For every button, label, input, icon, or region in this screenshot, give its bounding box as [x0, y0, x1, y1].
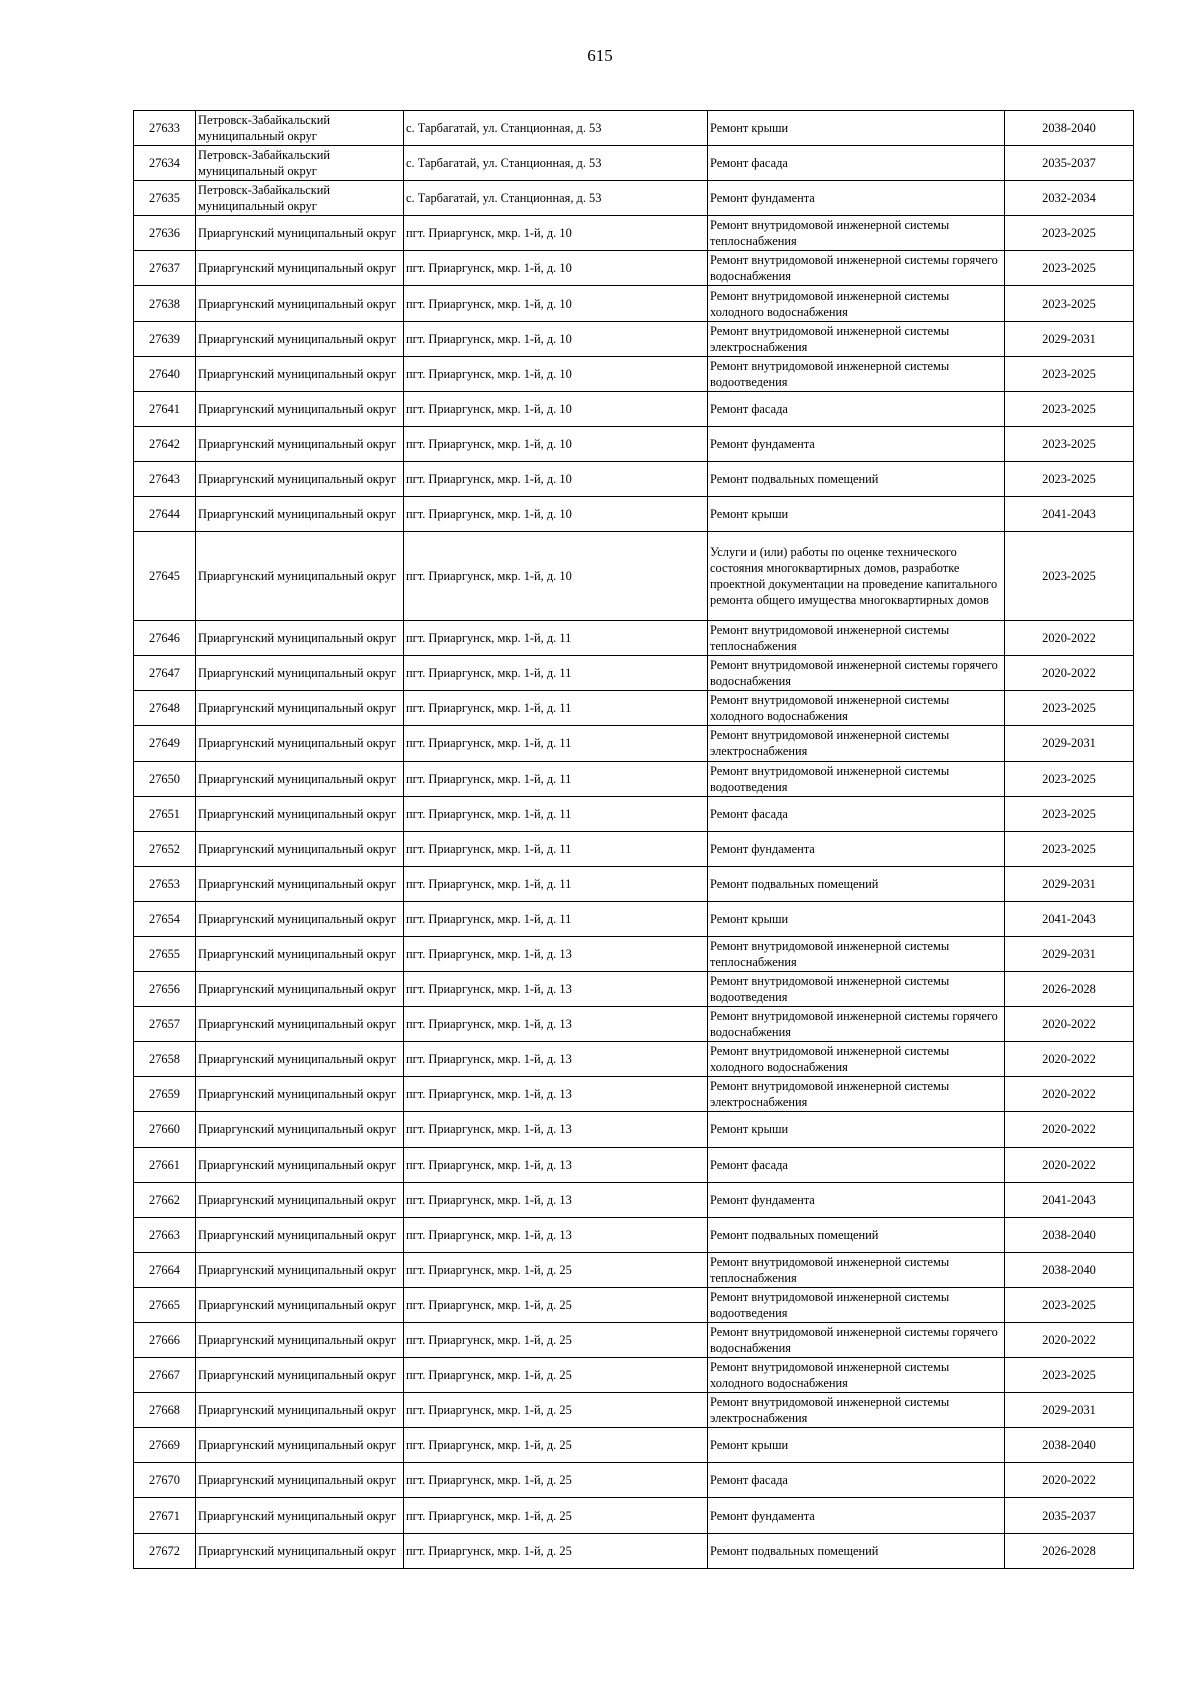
row-number: 27637	[134, 251, 196, 286]
work-type-cell: Ремонт фундамента	[708, 831, 1005, 866]
period-cell: 2023-2025	[1005, 532, 1134, 621]
row-number: 27656	[134, 972, 196, 1007]
work-type-cell: Ремонт внутридомовой инженерной системы электроснабжения	[708, 1077, 1005, 1112]
municipality-cell: Приаргунский муниципальный округ	[196, 831, 404, 866]
address-cell: пгт. Приаргунск, мкр. 1-й, д. 13	[404, 1077, 708, 1112]
row-number: 27649	[134, 726, 196, 761]
period-cell: 2020-2022	[1005, 1042, 1134, 1077]
table-row	[134, 1112, 1134, 1147]
work-type-cell: Ремонт крыши	[708, 901, 1005, 936]
work-type-cell: Ремонт фасада	[708, 1147, 1005, 1182]
work-type-cell: Ремонт крыши	[708, 497, 1005, 532]
work-type-cell: Ремонт внутридомовой инженерной системы водоотведения	[708, 1287, 1005, 1322]
municipality-cell: Приаргунский муниципальный округ	[196, 796, 404, 831]
municipality-cell: Приаргунский муниципальный округ	[196, 1112, 404, 1147]
address-cell: пгт. Приаргунск, мкр. 1-й, д. 11	[404, 656, 708, 691]
period-cell: 2023-2025	[1005, 1287, 1134, 1322]
address-cell: пгт. Приаргунск, мкр. 1-й, д. 25	[404, 1323, 708, 1358]
municipality-cell: Приаргунский муниципальный округ	[196, 426, 404, 461]
address-cell: пгт. Приаргунск, мкр. 1-й, д. 10	[404, 461, 708, 496]
municipality-cell: Приаргунский муниципальный округ	[196, 1393, 404, 1428]
address-cell: пгт. Приаргунск, мкр. 1-й, д. 10	[404, 356, 708, 391]
table-row	[134, 532, 1134, 621]
municipality-cell: Приаргунский муниципальный округ	[196, 321, 404, 356]
table-row	[134, 1358, 1134, 1393]
period-cell: 2041-2043	[1005, 497, 1134, 532]
table-row	[134, 726, 1134, 761]
address-cell: пгт. Приаргунск, мкр. 1-й, д. 11	[404, 621, 708, 656]
work-type-cell: Ремонт внутридомовой инженерной системы теплоснабжения	[708, 621, 1005, 656]
address-cell: с. Тарбагатай, ул. Станционная, д. 53	[404, 146, 708, 181]
period-cell: 2038-2040	[1005, 1252, 1134, 1287]
period-cell: 2029-2031	[1005, 936, 1134, 971]
row-number: 27672	[134, 1533, 196, 1568]
work-type-cell: Ремонт внутридомовой инженерной системы водоотведения	[708, 356, 1005, 391]
table-row	[134, 1217, 1134, 1252]
work-type-cell: Ремонт внутридомовой инженерной системы горячего водоснабжения	[708, 656, 1005, 691]
address-cell: пгт. Приаргунск, мкр. 1-й, д. 10	[404, 251, 708, 286]
work-type-cell: Ремонт внутридомовой инженерной системы электроснабжения	[708, 321, 1005, 356]
work-type-cell: Ремонт крыши	[708, 1428, 1005, 1463]
table-row	[134, 356, 1134, 391]
page-number: 615	[587, 46, 613, 65]
work-type-cell: Ремонт крыши	[708, 111, 1005, 146]
period-cell: 2041-2043	[1005, 901, 1134, 936]
address-cell: пгт. Приаргунск, мкр. 1-й, д. 25	[404, 1533, 708, 1568]
period-cell: 2023-2025	[1005, 691, 1134, 726]
municipality-cell: Приаргунский муниципальный округ	[196, 1323, 404, 1358]
row-number: 27633	[134, 111, 196, 146]
work-type-cell: Ремонт внутридомовой инженерной системы теплоснабжения	[708, 1252, 1005, 1287]
address-cell: пгт. Приаргунск, мкр. 1-й, д. 25	[404, 1287, 708, 1322]
row-number: 27654	[134, 901, 196, 936]
municipality-cell: Приаргунский муниципальный округ	[196, 761, 404, 796]
address-cell: пгт. Приаргунск, мкр. 1-й, д. 10	[404, 391, 708, 426]
work-type-cell: Ремонт подвальных помещений	[708, 1217, 1005, 1252]
table-row	[134, 146, 1134, 181]
work-type-cell: Ремонт внутридомовой инженерной системы горячего водоснабжения	[708, 1323, 1005, 1358]
table-row	[134, 691, 1134, 726]
row-number: 27663	[134, 1217, 196, 1252]
address-cell: пгт. Приаргунск, мкр. 1-й, д. 11	[404, 901, 708, 936]
table-row	[134, 1393, 1134, 1428]
work-type-cell: Ремонт внутридомовой инженерной системы теплоснабжения	[708, 216, 1005, 251]
work-type-cell: Ремонт подвальных помещений	[708, 461, 1005, 496]
row-number: 27668	[134, 1393, 196, 1428]
table-row	[134, 621, 1134, 656]
work-type-cell: Ремонт фасада	[708, 796, 1005, 831]
municipality-cell: Приаргунский муниципальный округ	[196, 1498, 404, 1533]
address-cell: пгт. Приаргунск, мкр. 1-й, д. 10	[404, 321, 708, 356]
row-number: 27643	[134, 461, 196, 496]
address-cell: пгт. Приаргунск, мкр. 1-й, д. 11	[404, 831, 708, 866]
period-cell: 2020-2022	[1005, 621, 1134, 656]
period-cell: 2038-2040	[1005, 111, 1134, 146]
row-number: 27650	[134, 761, 196, 796]
address-cell: пгт. Приаргунск, мкр. 1-й, д. 10	[404, 532, 708, 621]
municipality-cell: Приаргунский муниципальный округ	[196, 532, 404, 621]
period-cell: 2041-2043	[1005, 1182, 1134, 1217]
municipality-cell: Приаргунский муниципальный округ	[196, 936, 404, 971]
municipality-cell: Петровск-Забайкальский муниципальный округ	[196, 111, 404, 146]
period-cell: 2023-2025	[1005, 761, 1134, 796]
table-row	[134, 936, 1134, 971]
row-number: 27670	[134, 1463, 196, 1498]
municipality-cell: Приаргунский муниципальный округ	[196, 251, 404, 286]
repair-schedule-table	[133, 110, 1134, 1569]
work-type-cell: Ремонт внутридомовой инженерной системы электроснабжения	[708, 1393, 1005, 1428]
table-row	[134, 866, 1134, 901]
table-row	[134, 1498, 1134, 1533]
table-row	[134, 1323, 1134, 1358]
work-type-cell: Ремонт фундамента	[708, 181, 1005, 216]
row-number: 27669	[134, 1428, 196, 1463]
address-cell: пгт. Приаргунск, мкр. 1-й, д. 13	[404, 972, 708, 1007]
municipality-cell: Приаргунский муниципальный округ	[196, 1428, 404, 1463]
period-cell: 2020-2022	[1005, 1147, 1134, 1182]
municipality-cell: Приаргунский муниципальный округ	[196, 497, 404, 532]
work-type-cell: Ремонт подвальных помещений	[708, 866, 1005, 901]
period-cell: 2020-2022	[1005, 1463, 1134, 1498]
address-cell: пгт. Приаргунск, мкр. 1-й, д. 11	[404, 726, 708, 761]
table-row	[134, 1042, 1134, 1077]
work-type-cell: Ремонт фасада	[708, 146, 1005, 181]
period-cell: 2020-2022	[1005, 1077, 1134, 1112]
municipality-cell: Приаргунский муниципальный округ	[196, 691, 404, 726]
table-row	[134, 901, 1134, 936]
address-cell: с. Тарбагатай, ул. Станционная, д. 53	[404, 111, 708, 146]
period-cell: 2023-2025	[1005, 391, 1134, 426]
work-type-cell: Ремонт фасада	[708, 391, 1005, 426]
row-number: 27660	[134, 1112, 196, 1147]
table-row	[134, 796, 1134, 831]
work-type-cell: Ремонт подвальных помещений	[708, 1533, 1005, 1568]
work-type-cell: Ремонт фасада	[708, 1463, 1005, 1498]
table-body	[134, 111, 1134, 1569]
table-row	[134, 181, 1134, 216]
row-number: 27666	[134, 1323, 196, 1358]
period-cell: 2020-2022	[1005, 1007, 1134, 1042]
period-cell: 2023-2025	[1005, 286, 1134, 321]
period-cell: 2029-2031	[1005, 321, 1134, 356]
work-type-cell: Ремонт внутридомовой инженерной системы горячего водоснабжения	[708, 1007, 1005, 1042]
address-cell: пгт. Приаргунск, мкр. 1-й, д. 11	[404, 761, 708, 796]
address-cell: пгт. Приаргунск, мкр. 1-й, д. 10	[404, 286, 708, 321]
table-row	[134, 831, 1134, 866]
row-number: 27661	[134, 1147, 196, 1182]
table-row	[134, 972, 1134, 1007]
row-number: 27641	[134, 391, 196, 426]
row-number: 27642	[134, 426, 196, 461]
table-row	[134, 497, 1134, 532]
table-row	[134, 1287, 1134, 1322]
municipality-cell: Приаргунский муниципальный округ	[196, 1463, 404, 1498]
row-number: 27657	[134, 1007, 196, 1042]
row-number: 27644	[134, 497, 196, 532]
table-row	[134, 1252, 1134, 1287]
period-cell: 2023-2025	[1005, 356, 1134, 391]
address-cell: пгт. Приаргунск, мкр. 1-й, д. 11	[404, 796, 708, 831]
period-cell: 2023-2025	[1005, 251, 1134, 286]
municipality-cell: Приаргунский муниципальный округ	[196, 972, 404, 1007]
period-cell: 2038-2040	[1005, 1217, 1134, 1252]
period-cell: 2035-2037	[1005, 146, 1134, 181]
row-number: 27651	[134, 796, 196, 831]
table-row	[134, 216, 1134, 251]
municipality-cell: Приаргунский муниципальный округ	[196, 866, 404, 901]
row-number: 27646	[134, 621, 196, 656]
address-cell: пгт. Приаргунск, мкр. 1-й, д. 10	[404, 426, 708, 461]
row-number: 27653	[134, 866, 196, 901]
row-number: 27659	[134, 1077, 196, 1112]
municipality-cell: Приаргунский муниципальный округ	[196, 286, 404, 321]
address-cell: пгт. Приаргунск, мкр. 1-й, д. 11	[404, 691, 708, 726]
table-row	[134, 761, 1134, 796]
table-row	[134, 1147, 1134, 1182]
work-type-cell: Ремонт внутридомовой инженерной системы холодного водоснабжения	[708, 286, 1005, 321]
period-cell: 2020-2022	[1005, 656, 1134, 691]
period-cell: 2032-2034	[1005, 181, 1134, 216]
municipality-cell: Приаргунский муниципальный округ	[196, 621, 404, 656]
address-cell: с. Тарбагатай, ул. Станционная, д. 53	[404, 181, 708, 216]
municipality-cell: Приаргунский муниципальный округ	[196, 1217, 404, 1252]
work-type-cell: Ремонт внутридомовой инженерной системы горячего водоснабжения	[708, 251, 1005, 286]
address-cell: пгт. Приаргунск, мкр. 1-й, д. 25	[404, 1428, 708, 1463]
period-cell: 2026-2028	[1005, 972, 1134, 1007]
address-cell: пгт. Приаргунск, мкр. 1-й, д. 11	[404, 866, 708, 901]
work-type-cell: Ремонт фундамента	[708, 426, 1005, 461]
work-type-cell: Ремонт крыши	[708, 1112, 1005, 1147]
municipality-cell: Петровск-Забайкальский муниципальный округ	[196, 146, 404, 181]
row-number: 27639	[134, 321, 196, 356]
address-cell: пгт. Приаргунск, мкр. 1-й, д. 25	[404, 1252, 708, 1287]
work-type-cell: Ремонт фундамента	[708, 1498, 1005, 1533]
municipality-cell: Приаргунский муниципальный округ	[196, 391, 404, 426]
work-type-cell: Ремонт внутридомовой инженерной системы холодного водоснабжения	[708, 691, 1005, 726]
municipality-cell: Приаргунский муниципальный округ	[196, 901, 404, 936]
address-cell: пгт. Приаргунск, мкр. 1-й, д. 13	[404, 1147, 708, 1182]
table-row	[134, 1182, 1134, 1217]
table-row	[134, 1077, 1134, 1112]
period-cell: 2026-2028	[1005, 1533, 1134, 1568]
address-cell: пгт. Приаргунск, мкр. 1-й, д. 25	[404, 1393, 708, 1428]
period-cell: 2038-2040	[1005, 1428, 1134, 1463]
row-number: 27648	[134, 691, 196, 726]
table-row	[134, 251, 1134, 286]
municipality-cell: Приаргунский муниципальный округ	[196, 1182, 404, 1217]
address-cell: пгт. Приаргунск, мкр. 1-й, д. 13	[404, 1182, 708, 1217]
municipality-cell: Приаргунский муниципальный округ	[196, 356, 404, 391]
address-cell: пгт. Приаргунск, мкр. 1-й, д. 13	[404, 1042, 708, 1077]
municipality-cell: Приаргунский муниципальный округ	[196, 656, 404, 691]
table-row	[134, 1428, 1134, 1463]
row-number: 27667	[134, 1358, 196, 1393]
row-number: 27658	[134, 1042, 196, 1077]
municipality-cell: Приаргунский муниципальный округ	[196, 1007, 404, 1042]
row-number: 27655	[134, 936, 196, 971]
work-type-cell: Ремонт внутридомовой инженерной системы холодного водоснабжения	[708, 1358, 1005, 1393]
municipality-cell: Приаргунский муниципальный округ	[196, 1358, 404, 1393]
work-type-cell: Ремонт внутридомовой инженерной системы электроснабжения	[708, 726, 1005, 761]
table-row	[134, 111, 1134, 146]
table-row	[134, 426, 1134, 461]
row-number: 27636	[134, 216, 196, 251]
municipality-cell: Приаргунский муниципальный округ	[196, 1147, 404, 1182]
period-cell: 2020-2022	[1005, 1112, 1134, 1147]
municipality-cell: Приаргунский муниципальный округ	[196, 1287, 404, 1322]
work-type-cell: Ремонт внутридомовой инженерной системы теплоснабжения	[708, 936, 1005, 971]
period-cell: 2023-2025	[1005, 461, 1134, 496]
row-number: 27664	[134, 1252, 196, 1287]
address-cell: пгт. Приаргунск, мкр. 1-й, д. 25	[404, 1463, 708, 1498]
period-cell: 2029-2031	[1005, 866, 1134, 901]
table-row	[134, 656, 1134, 691]
period-cell: 2020-2022	[1005, 1323, 1134, 1358]
work-type-cell: Ремонт внутридомовой инженерной системы водоотведения	[708, 972, 1005, 1007]
row-number: 27662	[134, 1182, 196, 1217]
period-cell: 2023-2025	[1005, 1358, 1134, 1393]
period-cell: 2035-2037	[1005, 1498, 1134, 1533]
period-cell: 2029-2031	[1005, 726, 1134, 761]
row-number: 27671	[134, 1498, 196, 1533]
municipality-cell: Петровск-Забайкальский муниципальный округ	[196, 181, 404, 216]
table-row	[134, 461, 1134, 496]
work-type-cell: Ремонт фундамента	[708, 1182, 1005, 1217]
work-type-cell: Ремонт внутридомовой инженерной системы холодного водоснабжения	[708, 1042, 1005, 1077]
municipality-cell: Приаргунский муниципальный округ	[196, 461, 404, 496]
work-type-cell: Ремонт внутридомовой инженерной системы водоотведения	[708, 761, 1005, 796]
municipality-cell: Приаргунский муниципальный округ	[196, 1533, 404, 1568]
row-number: 27665	[134, 1287, 196, 1322]
period-cell: 2023-2025	[1005, 831, 1134, 866]
work-type-cell: Услуги и (или) работы по оценке технического состояния многоквартирных домов, разработке проектной документации на проведение капитального ремонта общего имущества многоквартирных домов	[708, 532, 1005, 621]
row-number: 27645	[134, 532, 196, 621]
address-cell: пгт. Приаргунск, мкр. 1-й, д. 25	[404, 1358, 708, 1393]
period-cell: 2029-2031	[1005, 1393, 1134, 1428]
municipality-cell: Приаргунский муниципальный округ	[196, 726, 404, 761]
table-row	[134, 1007, 1134, 1042]
municipality-cell: Приаргунский муниципальный округ	[196, 1077, 404, 1112]
table-row	[134, 1533, 1134, 1568]
address-cell: пгт. Приаргунск, мкр. 1-й, д. 10	[404, 216, 708, 251]
municipality-cell: Приаргунский муниципальный округ	[196, 216, 404, 251]
municipality-cell: Приаргунский муниципальный округ	[196, 1042, 404, 1077]
address-cell: пгт. Приаргунск, мкр. 1-й, д. 13	[404, 1217, 708, 1252]
address-cell: пгт. Приаргунск, мкр. 1-й, д. 25	[404, 1498, 708, 1533]
row-number: 27647	[134, 656, 196, 691]
table-row	[134, 321, 1134, 356]
period-cell: 2023-2025	[1005, 796, 1134, 831]
row-number: 27638	[134, 286, 196, 321]
row-number: 27640	[134, 356, 196, 391]
row-number: 27652	[134, 831, 196, 866]
table-row	[134, 391, 1134, 426]
row-number: 27635	[134, 181, 196, 216]
table-row	[134, 286, 1134, 321]
row-number: 27634	[134, 146, 196, 181]
municipality-cell: Приаргунский муниципальный округ	[196, 1252, 404, 1287]
period-cell: 2023-2025	[1005, 216, 1134, 251]
table-row	[134, 1463, 1134, 1498]
period-cell: 2023-2025	[1005, 426, 1134, 461]
address-cell: пгт. Приаргунск, мкр. 1-й, д. 13	[404, 1112, 708, 1147]
address-cell: пгт. Приаргунск, мкр. 1-й, д. 13	[404, 1007, 708, 1042]
address-cell: пгт. Приаргунск, мкр. 1-й, д. 10	[404, 497, 708, 532]
address-cell: пгт. Приаргунск, мкр. 1-й, д. 13	[404, 936, 708, 971]
